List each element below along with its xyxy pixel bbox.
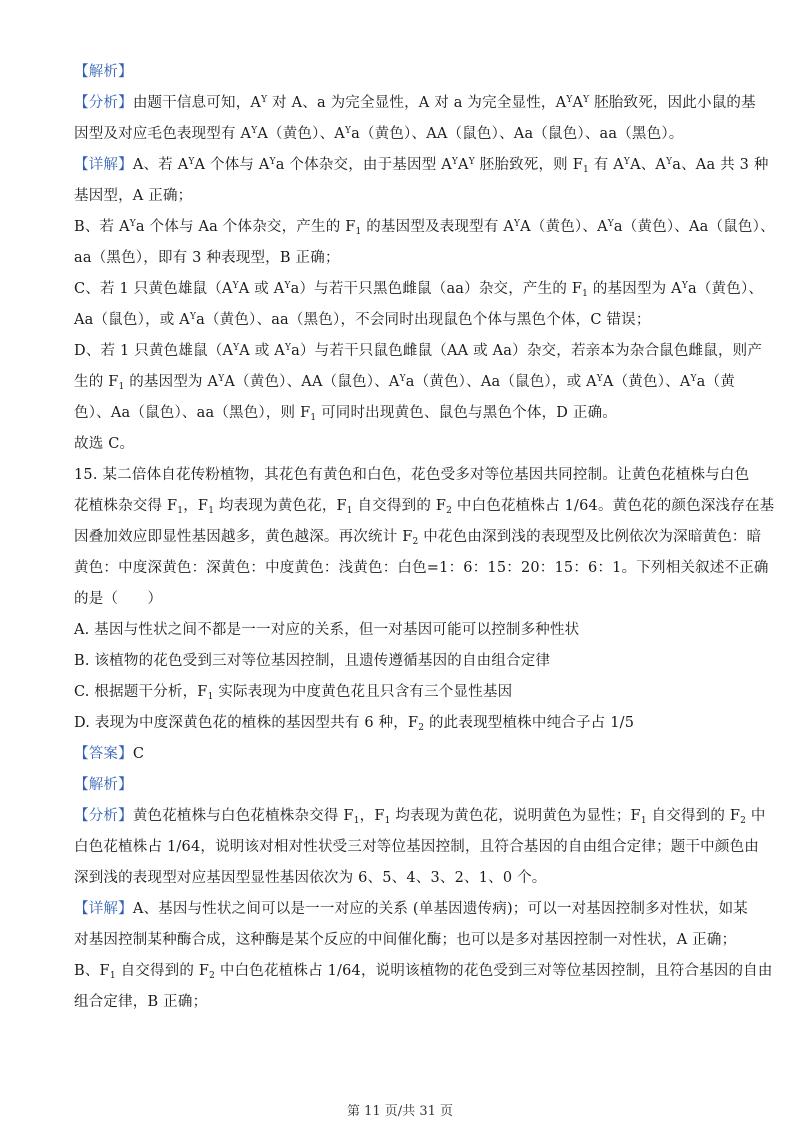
analysis-line (74, 93, 756, 113)
detail-text: A、若 $A^YA$ 个体与 $A^Ya$ 个体杂交，由于基因型 $A^YA^Y$ 胚胎致死，则 $F_1$ 有 $A^YA$、$A^Ya$、Aa 共 3 种 (132, 157, 769, 175)
option-a: A. 基因与性状之间不都是一一对应的关系，但一对基因可能可以控制多种性状 (74, 622, 580, 638)
option-c: C. 根据题干分析，$F_1$ 实际表现为中度黄色花且只含有三个显性基因 (74, 684, 513, 702)
detail-line: 生的 $F_1$ 的基因型为 $A^YA$（黄色）、AA（鼠色）、$A^Ya$（黄色）、Aa（鼠色），或 $A^YA$（黄色）、$A^Ya$（黄 (74, 374, 735, 392)
analysis-text: 由题干信息可知，$A^Y$ 对 A、a 为完全显性，A 对 a 为完全显性，$A^YA^Y$ 胚胎致死，因此小鼠的基 (132, 95, 756, 111)
analysis-label: 【分析】 (74, 95, 133, 111)
detail-text: A、基因与性状之间可以是一一对应的关系 (单基因遗传病)；可以一对基因控制多对性状，如某 (132, 901, 749, 917)
detail-label: 【详解】 (74, 157, 133, 173)
question-stem-line: 15. 某二倍体自花传粉植物，其花色有黄色和白色，花色受多对等位基因共同控制。让黄色花植株与白色 (74, 467, 750, 483)
detail-label: 【详解】 (74, 901, 133, 917)
detail-line: Aa（鼠色），或 $A^Ya$（黄色）、aa（黑色），不会同时出现鼠色个体与黑色个体，C 错误； (74, 312, 651, 328)
conclusion-line: 故选 C。 (74, 436, 135, 452)
option-d: D. 表现为中度深黄色花的植株的基因型共有 6 种，$F_2$ 的此表现型植株中纯合子占 1/5 (74, 715, 635, 733)
detail-line: 色）、Aa（鼠色）、aa（黑色），则 $F_1$ 可同时出现黄色、鼠色与黑色个体，D 正确。 (74, 405, 618, 423)
question-stem-line: 因叠加效应即显性基因越多，黄色越深。再次统计 $F_2$ 中花色由深到浅的表现型及比例依次为深暗黄色：暗 (74, 529, 762, 547)
option-b: B. 该植物的花色受到三对等位基因控制，且遗传遵循基因的自由组合定律 (74, 653, 551, 669)
detail-line: 组合定律，B 正确； (74, 994, 208, 1010)
section-heading-jiexi: 【解析】 (74, 64, 133, 80)
detail-line: aa（黑色），即有 3 种表现型，B 正确； (74, 250, 340, 266)
detail-line: 基因型，A 正确； (74, 188, 193, 204)
analysis-text: 黄色花植株与白色花植株杂交得 $F_1$，$F_1$ 均表现为黄色花，说明黄色为显性；$F_1$ 自交得到的 $F_2$ 中 (132, 808, 766, 826)
detail-line: B、若 $A^Ya$ 个体与 Aa 个体杂交，产生的 $F_1$ 的基因型及表现型有 $A^YA$（黄色）、$A^Ya$（黄色）、Aa（鼠色）、 (74, 219, 775, 237)
analysis-line: 白色花植株占 1/64，说明该对相对性状受三对等位基因控制，且符合基因的自由组合定律；题干中颜色由 (74, 839, 759, 855)
detail-line: B、$F_1$ 自交得到的 $F_2$ 中白色花植株占 1/64，说明该植物的花色受到三对等位基因控制，且符合基因的自由 (74, 963, 773, 981)
section-heading-jiexi: 【解析】 (74, 777, 133, 793)
detail-line: C、若 1 只黄色雄鼠（$A^YA$ 或 $A^Ya$）与若干只黑色雌鼠（aa）杂交，产生的 $F_1$ 的基因型为 $A^Ya$（黄色）、 (74, 281, 764, 299)
question-stem-line: 花植株杂交得 $F_1$，$F_1$ 均表现为黄色花，$F_1$ 自交得到的 $F_2$ 中白色花植株占 1/64。黄色花的颜色深浅存在基 (74, 498, 775, 516)
question-stem-line: 的是（ ） (74, 591, 163, 607)
answer-value: C (132, 746, 145, 762)
question-stem-line: 黄色：中度深黄色：深黄色：中度黄色：浅黄色：白色=1：6：15：20：15：6：1。下列相关叙述不正确 (74, 560, 769, 576)
answer-label: 【答案】 (74, 746, 133, 762)
answer-line (74, 744, 730, 764)
detail-line: 对基因控制某种酶合成，这种酶是某个反应的中间催化酶；也可以是多对基因控制一对性状，A 正确； (74, 932, 737, 948)
analysis-line (74, 806, 766, 826)
analysis-line: 因型及对应毛色表现型有 $A^YA$（黄色）、$A^Ya$（黄色）、AA（鼠色）、Aa（鼠色）、aa（黑色）。 (74, 126, 684, 142)
detail-line (74, 155, 769, 175)
detail-line: D、若 1 只黄色雄鼠（$A^YA$ 或 $A^Ya$）与若干只鼠色雌鼠（AA 或 Aa）杂交，若亲本为杂合鼠色雌鼠，则产 (74, 343, 763, 359)
detail-line (74, 899, 749, 919)
analysis-label: 【分析】 (74, 808, 133, 824)
analysis-line: 深到浅的表现型对应基因型显性基因依次为 6、5、4、3、2、1、0 个。 (74, 870, 547, 886)
page-number-footer: 第 11 页/共 31 页 (347, 1104, 453, 1119)
